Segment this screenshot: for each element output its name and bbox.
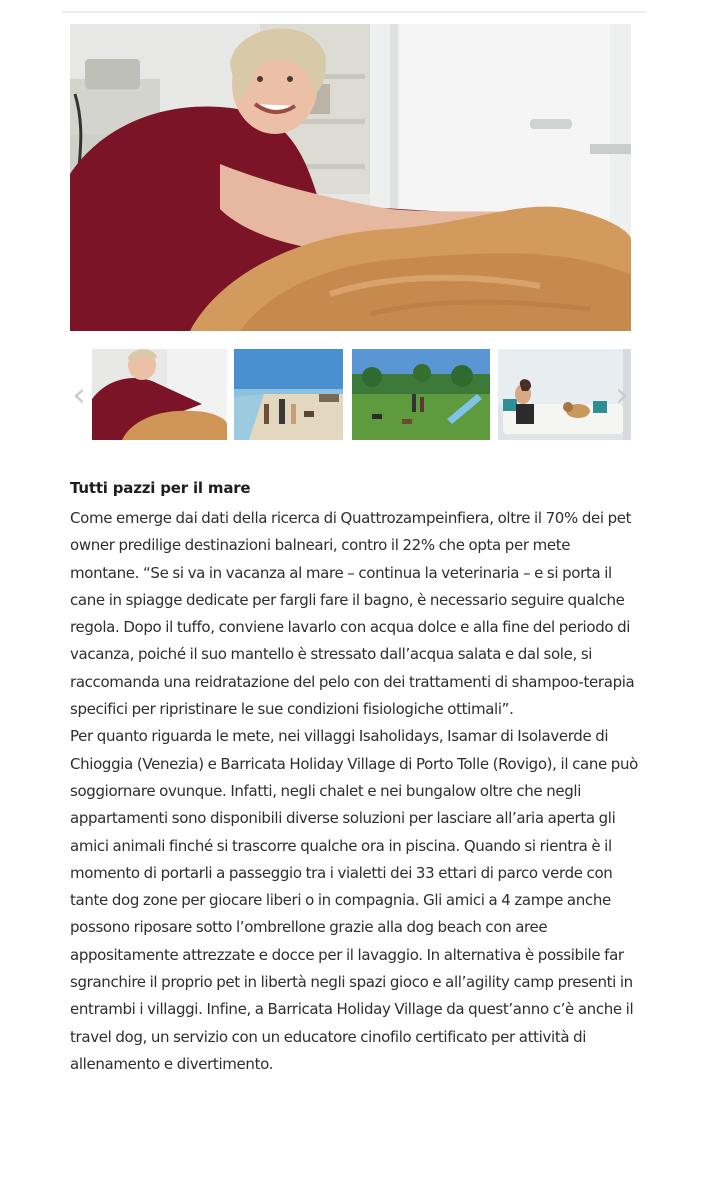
article-body [70, 475, 640, 1078]
veterinarian-with-dog-photo [70, 24, 631, 331]
chevron-right-icon[interactable]: › [615, 374, 629, 415]
beach-with-dogs-thumbnail [234, 349, 343, 440]
article-heading: Tutti pazzi per il mare [70, 479, 251, 497]
gallery-thumbnail-1[interactable] [92, 349, 227, 440]
dog-park-agility-thumbnail [352, 349, 490, 440]
gallery-thumbnail-4[interactable] [498, 349, 631, 440]
gallery-thumbnail-3[interactable] [352, 349, 490, 440]
gallery-thumbnail-2[interactable] [234, 349, 343, 440]
article-paragraph-1: Come emerge dai dati della ricerca di Quattrozampeinfiera, oltre il 70% dei pet owner predilige destinazioni balneari, contro il 22% che opta per mete montane. “Se si va in vacanza al mare – continua la veterinaria – e si porta il cane in spiagge dedicate per fargli fare il bagno, è necessario seguire qualche regola. Dopo il tuffo, conviene lavarlo con acqua dolce e alla fine del periodo di vacanza, poiché il suo mantello è stressato dall’acqua salata e dal sole, si raccomanda una reidratazione del pelo con dei trattamenti di shampoo-terapia specifici per ripristinare le sue condizioni fisiologiche ottimali”. [70, 509, 635, 719]
top-divider [62, 11, 646, 13]
gallery-main-image[interactable] [70, 24, 631, 331]
gallery-thumbnail-strip [70, 349, 631, 440]
veterinarian-with-dog-thumbnail [92, 349, 227, 440]
woman-with-dog-on-sofa-thumbnail [498, 349, 631, 440]
article-paragraph-2: Per quanto riguarda le mete, nei villaggi Isaholidays, Isamar di Isolaverde di Chioggia (Venezia) e Barricata Holiday Village di Porto Tolle (Rovigo), il cane può soggiornare ovunque. Infatti, negli chalet e nei bungalow oltre che negli appartamenti sono disponibili diverse soluzioni per lasciare all’aria aperta gli amici animali finché si trascorre qualche ora in piscina. Quando si rientra è il momento di portarli a passeggio tra i vialetti dei 33 ettari di parco verde con tante dog zone per giocare liberi o in compagnia. Gli amici a 4 zampe anche possono riposare sotto l’ombrellone grazie alla dog beach con aree appositamente attrezzate e docce per il lavaggio. In alternativa è possibile far sgranchire il proprio pet in libertà negli spazi gioco e all’agility camp presenti in entrambi i villaggi. Infine, a Barricata Holiday Village da quest’anno c’è anche il travel dog, un servizio con un educatore cinofilo certificato per attività di allenamento e divertimento. [70, 727, 638, 1073]
chevron-left-icon[interactable]: ‹ [72, 374, 86, 415]
